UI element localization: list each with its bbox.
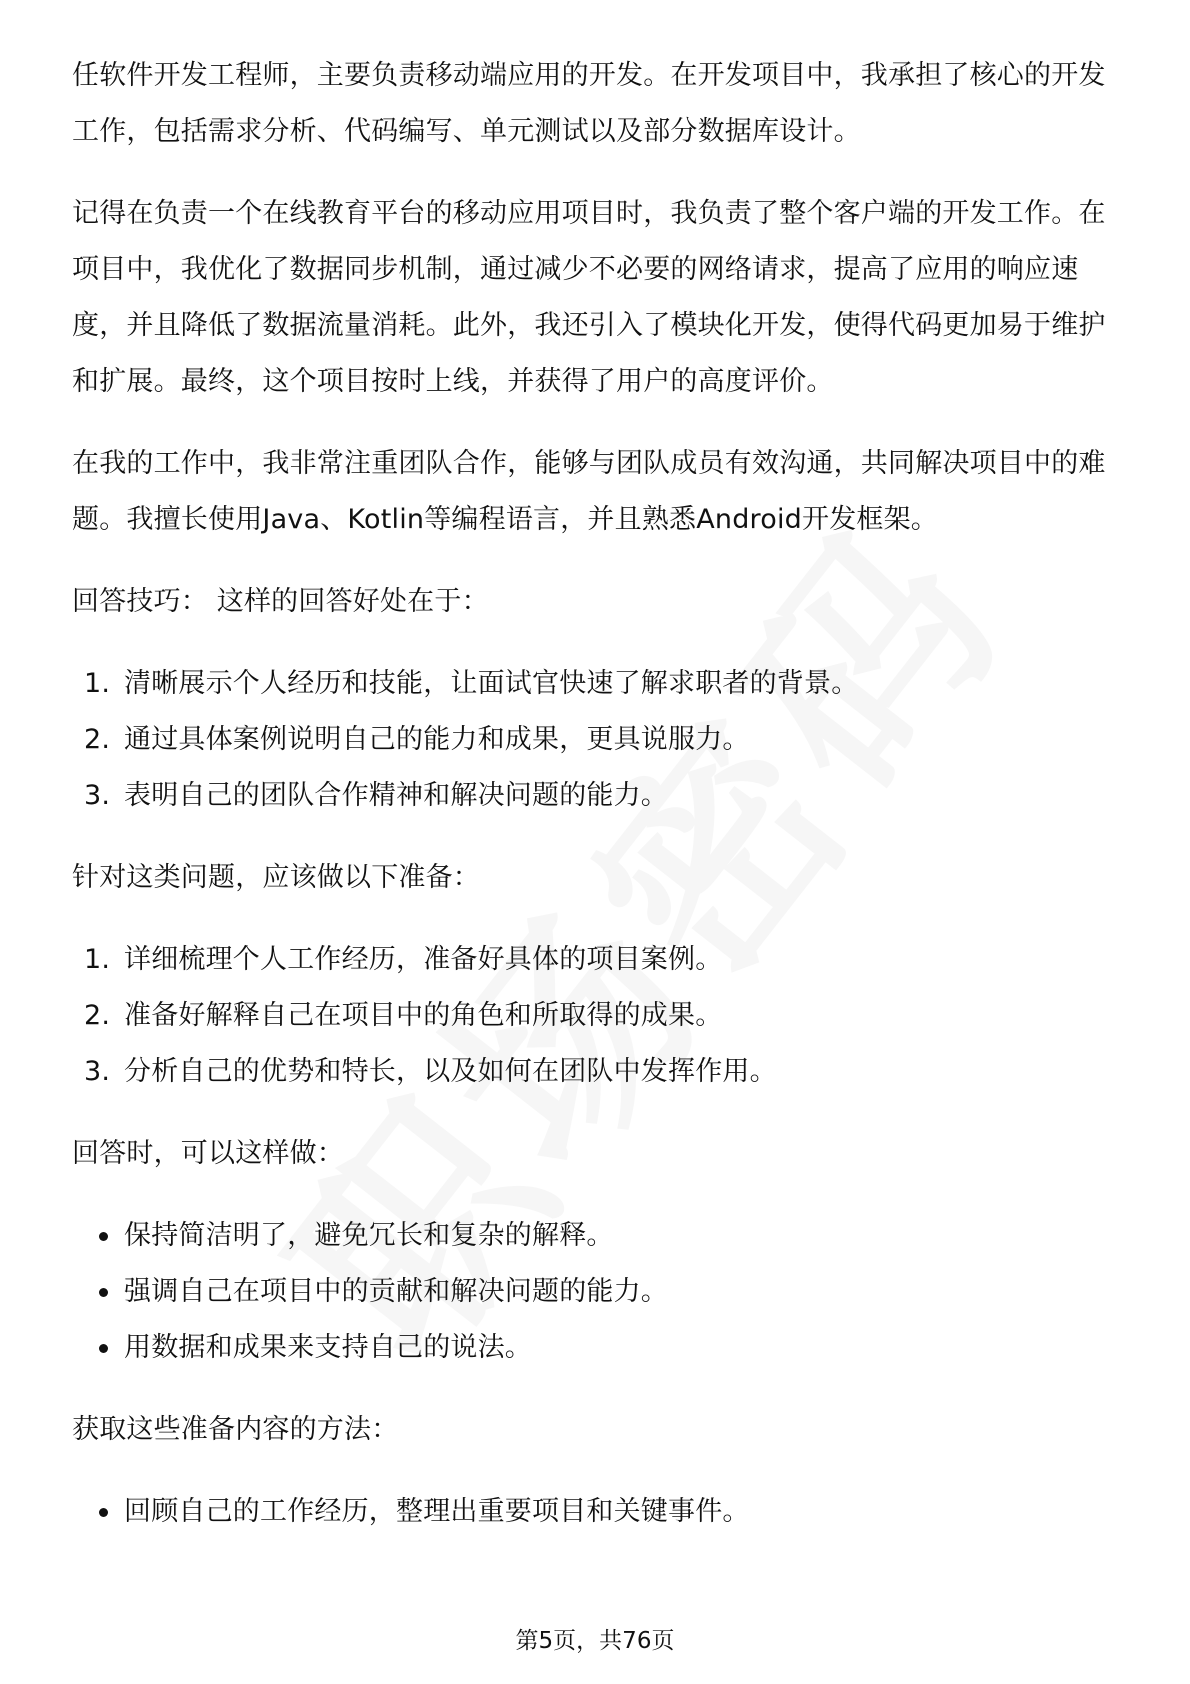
- list-item-text: 详细梳理个人工作经历，准备好具体的项目案例。: [124, 944, 723, 975]
- list-item: [72, 712, 1122, 768]
- list-item-text: 回顾自己的工作经历，整理出重要项目和关键事件。: [124, 1496, 750, 1527]
- list-item: [72, 1320, 1122, 1376]
- list-item: [72, 1484, 1122, 1540]
- bullet-icon: [99, 1288, 108, 1297]
- document-body: [72, 48, 1122, 1566]
- list-item: [72, 1208, 1122, 1264]
- tips-list: [72, 656, 1122, 824]
- tips-heading: 回答技巧： 这样的回答好处在于：: [72, 586, 489, 617]
- list-item-text: 准备好解释自己在项目中的角色和所取得的成果。: [124, 1000, 723, 1031]
- list-item: [72, 768, 1122, 824]
- paragraph-project-example: 记得在负责一个在线教育平台的移动应用项目时，我负责了整个客户端的开发工作。在项目中，我优化了数据同步机制，通过减少不必要的网络请求，提高了应用的响应速度，并且降低了数据流量消耗。此外，我还引入了模块化开发，使得代码更加易于维护和扩展。最终，这个项目按时上线，并获得了用户的高度评价。: [72, 198, 1106, 397]
- list-number: 2.: [84, 1000, 111, 1031]
- preparation-list: [72, 932, 1122, 1100]
- answer-heading: 回答时，可以这样做：: [72, 1138, 344, 1169]
- list-item-text: 用数据和成果来支持自己的说法。: [124, 1332, 532, 1363]
- list-item-text: 表明自己的团队合作精神和解决问题的能力。: [124, 780, 668, 811]
- list-number: 1.: [84, 944, 111, 975]
- page-footer: 第5页，共76页: [515, 1628, 675, 1654]
- preparation-heading: 针对这类问题，应该做以下准备：: [72, 862, 480, 893]
- paragraph-experience: 任软件开发工程师，主要负责移动端应用的开发。在开发项目中，我承担了核心的开发工作，包括需求分析、代码编写、单元测试以及部分数据库设计。: [72, 60, 1106, 147]
- list-item: [72, 932, 1122, 988]
- list-item-text: 清晰展示个人经历和技能，让面试官快速了解求职者的背景。: [124, 668, 859, 699]
- list-number: 2.: [84, 724, 111, 755]
- paragraph-teamwork: 在我的工作中，我非常注重团队合作，能够与团队成员有效沟通，共同解决项目中的难题。我擅长使用Java、Kotlin等编程语言，并且熟悉Android开发框架。: [72, 448, 1106, 535]
- answer-list: [72, 1208, 1122, 1376]
- list-item: [72, 1264, 1122, 1320]
- list-number: 1.: [84, 668, 111, 699]
- bullet-icon: [99, 1232, 108, 1241]
- list-item: [72, 656, 1122, 712]
- list-item-text: 保持简洁明了，避免冗长和复杂的解释。: [124, 1220, 614, 1251]
- list-number: 3.: [84, 780, 111, 811]
- method-list: [72, 1484, 1122, 1540]
- list-item-text: 通过具体案例说明自己的能力和成果，更具说服力。: [124, 724, 750, 755]
- list-item: [72, 1044, 1122, 1100]
- list-item-text: 强调自己在项目中的贡献和解决问题的能力。: [124, 1276, 668, 1307]
- list-item-text: 分析自己的优势和特长，以及如何在团队中发挥作用。: [124, 1056, 777, 1087]
- list-number: 3.: [84, 1056, 111, 1087]
- list-item: [72, 988, 1122, 1044]
- bullet-icon: [99, 1508, 108, 1517]
- method-heading: 获取这些准备内容的方法：: [72, 1414, 399, 1445]
- bullet-icon: [99, 1344, 108, 1353]
